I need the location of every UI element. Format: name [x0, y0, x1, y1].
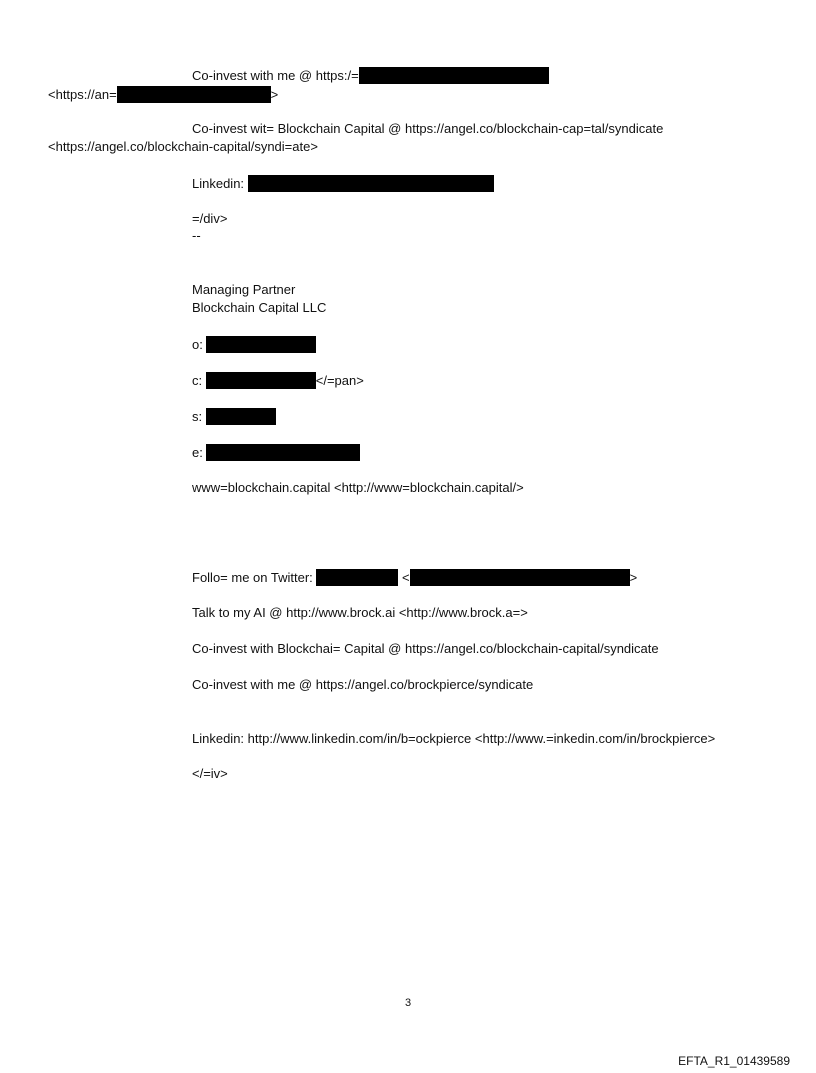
signature-dashes: -- — [192, 228, 201, 243]
skype-line — [192, 408, 276, 425]
office-phone-line — [192, 336, 316, 353]
redaction-block — [117, 86, 271, 103]
page-number: 3 — [404, 997, 412, 1009]
email-label: e: — [192, 445, 203, 460]
redaction-block — [248, 175, 494, 192]
redaction-block — [206, 408, 276, 425]
coinvest-bc-line-2: Co-invest with Blockchai= Capital @ https://angel.co/blockchain-capital/syndicate — [192, 641, 659, 656]
redaction-block — [206, 372, 316, 389]
cell-phone-suffix: </=pan> — [315, 373, 364, 388]
coinvest-bc-line-1: Co-invest wit= Blockchain Capital @ https://angel.co/blockchain-cap=tal/syndicate — [192, 121, 664, 136]
div-close-line-2: </=iv> — [192, 766, 228, 781]
coinvest-me-line-2: Co-invest with me @ https://angel.co/brockpierce/syndicate — [192, 677, 534, 692]
coinvest-me-line-1 — [192, 67, 549, 84]
redaction-block — [359, 67, 549, 84]
coinvest-me-text-1: Co-invest with me @ https:/= — [192, 68, 359, 83]
coinvest-bc-line-1-cont: <https://angel.co/blockchain-capital/syndi=ate> — [48, 139, 318, 154]
angel-link-line — [48, 86, 278, 103]
redaction-block — [206, 336, 316, 353]
redaction-block — [316, 569, 398, 586]
signature-title: Managing Partner — [192, 282, 296, 297]
website-line: www=blockchain.capital <http://www=blockchain.capital/> — [192, 480, 524, 495]
cell-phone-label: c: — [192, 373, 203, 388]
bates-number: EFTA_R1_01439589 — [678, 1054, 790, 1068]
div-close-line-1: =/div> — [192, 211, 228, 226]
linkedin-label-1: Linkedin: — [192, 176, 245, 191]
redaction-block — [206, 444, 360, 461]
email-line — [192, 444, 360, 461]
twitter-label: Follo= me on Twitter: — [192, 570, 313, 585]
twitter-lt: < — [402, 570, 410, 585]
talk-ai-line: Talk to my AI @ http://www.brock.ai <http://www.brock.a=> — [192, 605, 528, 620]
angel-link-suffix: > — [270, 87, 279, 102]
redaction-block — [410, 569, 630, 586]
signature-company: Blockchain Capital LLC — [192, 300, 327, 315]
skype-label: s: — [192, 409, 203, 424]
linkedin-line-1 — [192, 175, 494, 192]
twitter-line — [192, 569, 637, 586]
twitter-gt: > — [629, 570, 638, 585]
angel-link-prefix: <https://an= — [48, 87, 117, 102]
cell-phone-line — [192, 372, 364, 389]
linkedin-line-2: Linkedin: http://www.linkedin.com/in/b=ockpierce <http://www.=inkedin.com/in/brockpierce> — [192, 731, 716, 746]
office-phone-label: o: — [192, 337, 203, 352]
